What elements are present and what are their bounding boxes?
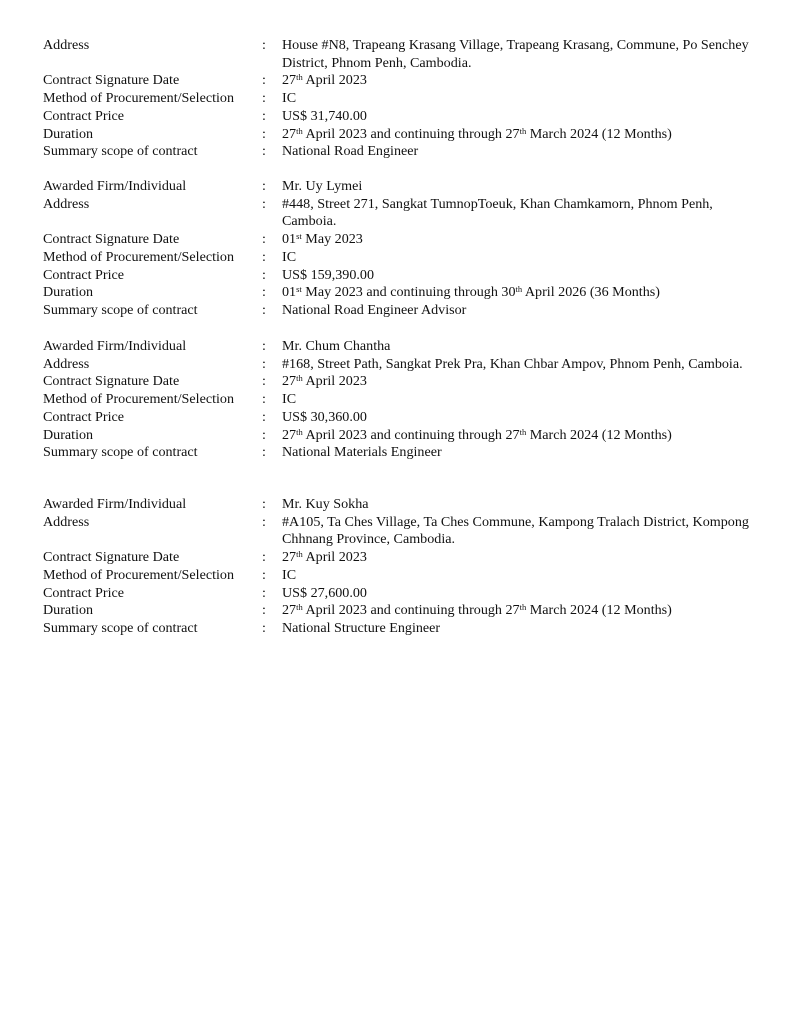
field-row [43,143,763,161]
field-row [43,267,763,285]
field-row [43,302,763,320]
field-separator: : [262,231,266,248]
field-separator: : [262,602,266,619]
field-row [43,90,763,108]
field-row [43,178,763,196]
field-separator: : [262,195,266,212]
field-value: National Road Engineer Advisor [282,301,467,318]
field-value: 27th April 2023 and continuing through 27th March 2024 (12 Months) [282,426,672,443]
field-value: US$ 31,740.00 [282,107,367,124]
field-label: Method of Procurement/Selection [43,90,235,107]
field-label: Awarded Firm/Individual [43,338,187,354]
field-label: Contract Price [43,408,125,425]
field-row [43,72,763,90]
field-row [43,37,763,72]
field-label: Contract Signature Date [43,231,180,248]
field-separator: : [262,338,266,354]
field-separator: : [262,90,266,107]
field-label: Address [43,355,90,372]
field-label: Address [43,513,90,530]
field-value: #448, Street 271, Sangkat TumnopToeuk, Khan Chamkamorn, Phnom Penh, Camboia. [282,195,713,230]
field-label: Duration [43,125,94,142]
field-row [43,126,763,144]
field-value: 27th April 2023 and continuing through 27th March 2024 (12 Months) [282,602,672,619]
field-value: US$ 30,360.00 [282,408,367,425]
field-label: Contract Price [43,107,125,124]
field-separator: : [262,426,266,443]
field-row [43,249,763,267]
field-value: #168, Street Path, Sangkat Prek Pra, Khan Chbar Ampov, Phnom Penh, Camboia. [282,355,743,372]
field-label: Contract Price [43,584,125,601]
field-value: National Materials Engineer [282,444,442,461]
field-separator: : [262,513,266,530]
field-row [43,338,763,356]
field-value: Mr. Kuy Sokha [282,496,369,512]
field-row [43,231,763,249]
field-row [43,427,763,445]
field-row [43,620,763,638]
contract-block [43,496,763,638]
field-separator: : [262,107,266,124]
field-label: Contract Signature Date [43,373,180,390]
field-row [43,196,763,231]
field-value: 27th April 2023 [282,549,367,566]
field-separator: : [262,72,266,89]
field-separator: : [262,566,266,583]
field-label: Method of Procurement/Selection [43,248,235,265]
field-row [43,549,763,567]
field-label: Awarded Firm/Individual [43,496,187,512]
field-separator: : [262,444,266,461]
field-value: 27th April 2023 [282,373,367,390]
field-value: IC [282,90,297,107]
field-separator: : [262,408,266,425]
field-label: Duration [43,284,94,301]
field-separator: : [262,284,266,301]
field-label: Summary scope of contract [43,619,198,636]
field-value: US$ 159,390.00 [282,266,375,283]
field-value: Mr. Chum Chantha [282,338,391,354]
field-row [43,496,763,514]
field-row [43,356,763,374]
field-value: 27th April 2023 and continuing through 27th March 2024 (12 Months) [282,125,672,142]
field-row [43,108,763,126]
contract-block [43,178,763,320]
field-value: Mr. Uy Lymei [282,178,363,194]
field-row [43,514,763,549]
field-separator: : [262,355,266,372]
field-separator: : [262,373,266,390]
field-row [43,585,763,603]
field-row [43,567,763,585]
field-separator: : [262,143,266,160]
field-separator: : [262,37,266,53]
field-separator: : [262,125,266,142]
field-value: IC [282,248,297,265]
field-label: Method of Procurement/Selection [43,566,235,583]
field-label: Contract Price [43,266,125,283]
field-value: IC [282,566,297,583]
field-value: US$ 27,600.00 [282,584,367,601]
field-value: House #N8, Trapeang Krasang Village, Trapeang Krasang, Commune, Po Senchey District, Phnom Penh, Cambodia. [282,37,749,71]
field-separator: : [262,178,266,194]
field-value: IC [282,391,297,408]
field-row [43,602,763,620]
field-label: Duration [43,602,94,619]
field-value: 01st May 2023 [282,231,363,248]
field-label: Summary scope of contract [43,444,198,461]
field-label: Contract Signature Date [43,72,180,89]
field-label: Summary scope of contract [43,301,198,318]
field-separator: : [262,266,266,283]
field-label: Address [43,195,90,212]
field-value: #A105, Ta Ches Village, Ta Ches Commune, Kampong Tralach District, Kompong Chhnang Province, Cambodia. [282,513,749,548]
field-separator: : [262,584,266,601]
field-row [43,391,763,409]
field-label: Summary scope of contract [43,143,198,160]
field-label: Method of Procurement/Selection [43,391,235,408]
field-row [43,409,763,427]
field-label: Address [43,37,90,53]
field-value: 27th April 2023 [282,72,367,89]
field-value: 01st May 2023 and continuing through 30th April 2026 (36 Months) [282,284,660,301]
field-row [43,444,763,462]
field-separator: : [262,496,266,512]
field-separator: : [262,391,266,408]
contract-block [43,338,763,462]
field-value: National Road Engineer [282,143,419,160]
field-separator: : [262,619,266,636]
field-row [43,373,763,391]
field-label: Awarded Firm/Individual [43,178,187,194]
contract-block [43,37,763,161]
field-label: Duration [43,426,94,443]
field-row [43,284,763,302]
field-value: National Structure Engineer [282,619,441,636]
field-separator: : [262,301,266,318]
field-label: Contract Signature Date [43,549,180,566]
field-separator: : [262,248,266,265]
field-separator: : [262,549,266,566]
